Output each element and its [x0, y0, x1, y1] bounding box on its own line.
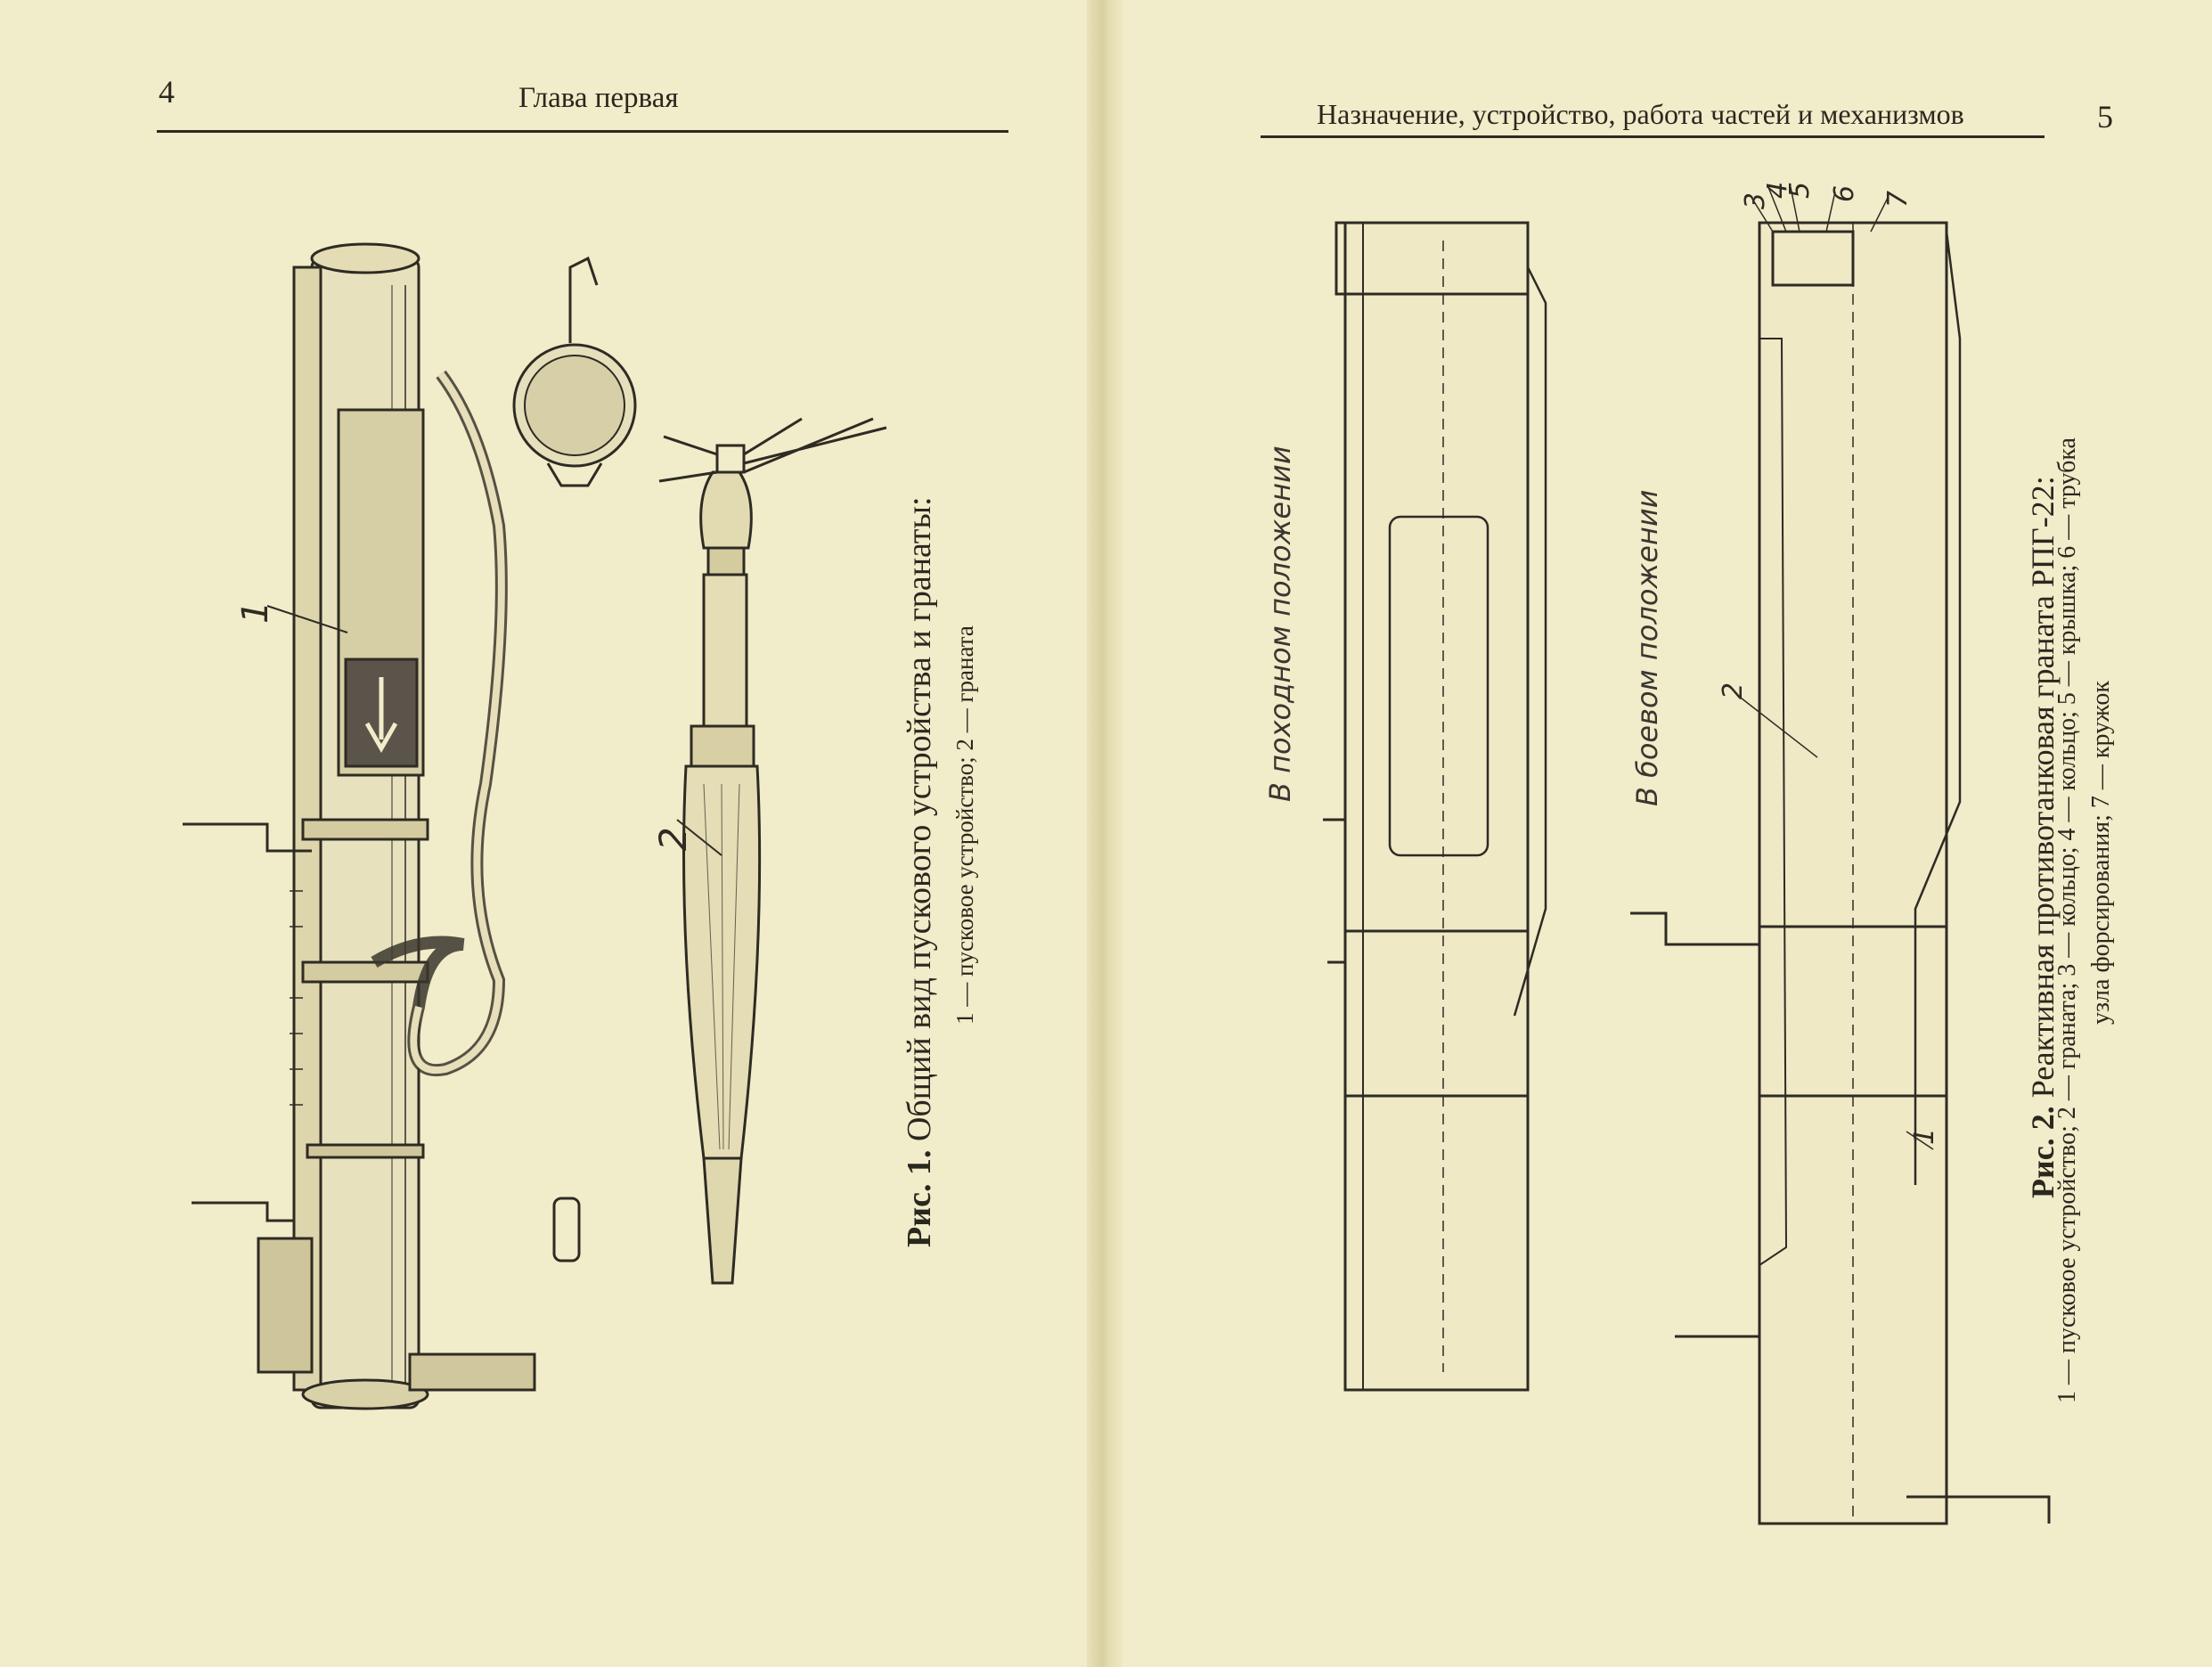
fig2-callout-1: 1: [1909, 1127, 1940, 1145]
fig2-callout-7: 7: [1882, 190, 1914, 208]
travel-position-label: В походном положении: [1263, 445, 1297, 802]
fig2-callout-3: 3: [1740, 192, 1771, 209]
figure-2-number: Рис. 2.: [2025, 1106, 2061, 1198]
left-page-number: 4: [159, 74, 175, 110]
left-running-head: Глава первая: [518, 82, 679, 114]
travel-position-illustration: [1323, 223, 1546, 1390]
fig2-callout-4: 4: [1762, 181, 1793, 199]
fig2-callout-6: 6: [1829, 184, 1860, 202]
combat-position-illustration: [1630, 184, 2049, 1524]
right-running-head: Назначение, устройство, работа частей и механизмов: [1317, 98, 1964, 130]
right-page-number: 5: [2097, 99, 2113, 135]
figure-2-legend-line-1: 1 — пусковое устройство; 2 — граната; 3 — кольцо; 4 — кольцо; 5 — крышка; 6 — трубка: [2053, 437, 2081, 1403]
fig2-callout-2: 2: [1718, 682, 1749, 699]
figure-2-title: Реактивная противотанковая граната РПГ-22:: [2025, 476, 2061, 1099]
figure-1-number: Рис. 1.: [901, 1149, 938, 1247]
figure-1-legend: 1 — пусковое устройство; 2 — граната: [951, 625, 978, 1025]
fig2-callout-5: 5: [1784, 181, 1816, 199]
fig1-callout-2: 2: [651, 827, 695, 851]
fig1-callout-1: 1: [235, 601, 276, 624]
figure-1-title: Общий вид пускового устройства и гранаты:: [901, 496, 938, 1142]
combat-position-label: В боевом положении: [1630, 489, 1664, 806]
figure-2-legend-line-2: узла форсирования; 7 — кружок: [2087, 680, 2115, 1025]
